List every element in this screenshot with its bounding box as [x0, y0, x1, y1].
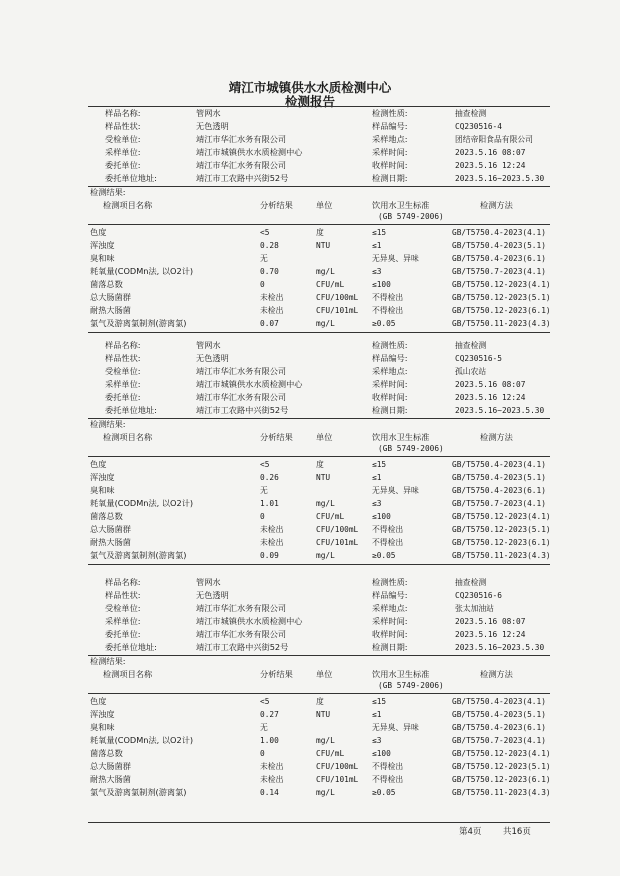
cell-standard: ≤1 [372, 710, 382, 720]
cell-result: 1.01 [260, 499, 279, 508]
cell-standard: ≤100 [372, 279, 391, 289]
cell-unit: NTU [316, 241, 331, 251]
table-row [0, 253, 620, 266]
sample-section [0, 339, 620, 571]
cell-unit: CFU/101mL [316, 774, 359, 784]
cell-method: GB/T5750.4-2023(4.1) [452, 697, 546, 707]
field-value: 2023.5.16~2023.5.30 [455, 642, 545, 652]
field-value: CQ230516-4 [455, 121, 502, 131]
cell-method: GB/T5750.4-2023(4.1) [452, 228, 546, 238]
field-value: 团结帝阳食品有限公司 [455, 134, 533, 144]
field-value: 靖江市工农路中兴街52号 [196, 404, 289, 415]
table-row [0, 240, 620, 253]
field-value: CQ230516-5 [455, 353, 502, 363]
field-value: 无色透明 [196, 352, 229, 363]
field-label: 采样时间: [372, 146, 408, 157]
report-title: 检测报告 [284, 94, 335, 109]
cell-item: 耐热大肠菌 [90, 536, 131, 547]
field-value: 2023.5.16 12:24 [455, 392, 526, 402]
table-row [0, 735, 620, 748]
cell-result: 0.27 [260, 710, 279, 720]
cell-unit: NTU [316, 710, 331, 720]
section-separator [88, 564, 550, 565]
cell-standard: 不得检出 [372, 305, 404, 315]
field-value: 2023.5.16 12:24 [455, 629, 526, 639]
field-label: 采样时间: [372, 615, 408, 626]
table-rule [88, 456, 550, 457]
table-row [0, 227, 620, 240]
field-label: 委托单位地址: [105, 172, 157, 183]
cell-method: GB/T5750.12-2023(5.1) [452, 524, 551, 534]
field-value: 无色透明 [196, 589, 229, 600]
col-header-standard-code: (GB 5749-2006) [378, 212, 444, 222]
cell-unit: CFU/mL [316, 511, 345, 521]
cell-method: GB/T5750.12-2023(5.1) [452, 761, 551, 771]
cell-result: <5 [260, 460, 270, 470]
table-row [0, 485, 620, 498]
cell-standard: ≤3 [372, 736, 382, 745]
field-label: 委托单位: [105, 159, 141, 170]
table-row [0, 761, 620, 774]
table-row [0, 696, 620, 709]
cell-method: GB/T5750.7-2023(4.1) [452, 736, 546, 745]
cell-unit: NTU [316, 473, 331, 483]
cell-item: 色度 [90, 227, 107, 238]
col-header-standard: 饮用水卫生标准 [372, 200, 430, 211]
table-row [0, 550, 620, 563]
table-row [0, 787, 620, 800]
field-label: 检测日期: [372, 641, 408, 652]
cell-result: 0.70 [260, 267, 279, 276]
col-header-standard: 饮用水卫生标准 [372, 669, 430, 680]
field-value: 靖江市华汇水务有限公司 [196, 365, 287, 376]
cell-method: GB/T5750.12-2023(4.1) [452, 511, 551, 521]
field-value: 靖江市工农路中兴街52号 [196, 641, 289, 652]
cell-item: 氯气及游离氯制剂(游离氯) [90, 549, 187, 560]
cell-item: 浑浊度 [90, 709, 115, 720]
field-value: 抽查检测 [455, 578, 487, 587]
table-row [0, 537, 620, 550]
field-value: 靖江市华汇水务有限公司 [196, 391, 287, 402]
field-label: 收样时间: [372, 628, 408, 639]
cell-standard: ≥0.05 [372, 550, 396, 560]
cell-unit: CFU/100mL [316, 761, 359, 771]
cell-standard: 无异臭、异味 [372, 723, 419, 733]
field-value: 2023.5.16 08:07 [455, 147, 526, 157]
field-label: 受检单位: [105, 602, 141, 613]
col-header-unit: 单位 [316, 432, 333, 443]
cell-unit: CFU/mL [316, 748, 345, 758]
cell-unit: 度 [316, 228, 324, 238]
table-rule [88, 224, 550, 225]
org-title: 靖江市城镇供水水质检测中心 [228, 80, 392, 95]
col-header-item: 检测项目名称 [103, 669, 153, 680]
field-value: 靖江市华汇水务有限公司 [196, 133, 287, 144]
col-header-unit: 单位 [316, 200, 333, 211]
cell-unit: 度 [316, 697, 324, 707]
table-row [0, 748, 620, 761]
cell-result: 未检出 [260, 305, 284, 315]
cell-standard: 不得检出 [372, 537, 404, 547]
cell-method: GB/T5750.12-2023(6.1) [452, 305, 551, 315]
table-row [0, 524, 620, 537]
section-rule [88, 418, 550, 419]
col-header-unit: 单位 [316, 669, 333, 680]
field-label: 采样地点: [372, 602, 408, 613]
field-label: 检测日期: [372, 404, 408, 415]
field-label: 采样单位: [105, 378, 141, 389]
cell-method: GB/T5750.12-2023(4.1) [452, 279, 551, 289]
cell-method: GB/T5750.4-2023(4.1) [452, 460, 546, 470]
field-label: 样品编号: [372, 120, 408, 131]
field-value: 2023.5.16 12:24 [455, 160, 526, 170]
field-value: 管网水 [196, 108, 221, 118]
table-row [0, 472, 620, 485]
cell-item: 耐热大肠菌 [90, 304, 131, 315]
cell-result: 未检出 [260, 761, 284, 771]
table-row [0, 511, 620, 524]
cell-unit: mg/L [316, 267, 335, 276]
cell-standard: ≤100 [372, 748, 391, 758]
sample-section [0, 576, 620, 816]
field-label: 收样时间: [372, 391, 408, 402]
field-label: 采样单位: [105, 146, 141, 157]
cell-result: 未检出 [260, 292, 284, 302]
cell-method: GB/T5750.4-2023(5.1) [452, 710, 546, 720]
field-value: 靖江市城镇供水水质检测中心 [196, 615, 303, 626]
cell-result: 0 [260, 279, 265, 289]
col-header-method: 检测方法 [480, 432, 513, 443]
col-header-result: 分析结果 [260, 669, 293, 680]
col-header-result: 分析结果 [260, 432, 293, 443]
cell-unit: 度 [316, 460, 324, 470]
table-row [0, 305, 620, 318]
cell-result: <5 [260, 697, 270, 707]
cell-unit: mg/L [316, 318, 335, 328]
field-value: CQ230516-6 [455, 590, 502, 600]
cell-standard: ≤100 [372, 511, 391, 521]
field-value: 靖江市华汇水务有限公司 [196, 628, 287, 639]
cell-standard: ≤15 [372, 697, 387, 707]
cell-result: 未检出 [260, 524, 284, 534]
cell-item: 浑浊度 [90, 472, 115, 483]
cell-unit: mg/L [316, 736, 335, 745]
field-label: 检测性质: [372, 577, 408, 587]
cell-item: 色度 [90, 459, 107, 470]
cell-standard: ≤1 [372, 473, 382, 483]
cell-unit: CFU/101mL [316, 537, 359, 547]
cell-item: 总大肠菌群 [90, 760, 131, 771]
col-header-standard-code: (GB 5749-2006) [378, 681, 444, 691]
cell-result: 无 [260, 254, 268, 264]
field-value: 2023.5.16~2023.5.30 [455, 173, 545, 183]
cell-item: 耗氧量(CODMn法, 以O2计) [90, 498, 194, 508]
col-header-method: 检测方法 [480, 200, 513, 211]
cell-item: 菌落总数 [90, 278, 123, 289]
table-row [0, 498, 620, 511]
cell-result: 0 [260, 511, 265, 521]
table-row [0, 318, 620, 331]
field-label: 收样时间: [372, 159, 408, 170]
cell-result: 无 [260, 486, 268, 496]
field-label: 样品性状: [105, 120, 141, 131]
field-value: 靖江市华汇水务有限公司 [196, 602, 287, 613]
cell-result: 无 [260, 723, 268, 733]
cell-method: GB/T5750.12-2023(5.1) [452, 292, 551, 302]
field-value: 孤山农站 [455, 366, 487, 376]
field-value: 2023.5.16 08:07 [455, 616, 526, 626]
field-label: 委托单位地址: [105, 404, 157, 415]
table-row [0, 292, 620, 305]
cell-standard: 不得检出 [372, 774, 404, 784]
field-value: 管网水 [196, 577, 221, 587]
results-title: 检测结果: [90, 187, 126, 198]
cell-result: 0.14 [260, 787, 279, 797]
cell-unit: mg/L [316, 787, 335, 797]
cell-result: 0 [260, 748, 265, 758]
cell-result: 1.00 [260, 736, 279, 745]
cell-standard: ≤3 [372, 499, 382, 508]
page-total: 共16页 [503, 827, 531, 837]
page-current: 第4页 [459, 827, 482, 837]
cell-method: GB/T5750.12-2023(6.1) [452, 537, 551, 547]
field-label: 检测日期: [372, 172, 408, 183]
field-value: 无色透明 [196, 120, 229, 131]
field-label: 受检单位: [105, 365, 141, 376]
cell-standard: ≥0.05 [372, 318, 396, 328]
field-label: 检测性质: [372, 108, 408, 118]
cell-item: 臭和味 [90, 485, 115, 496]
cell-item: 氯气及游离氯制剂(游离氯) [90, 786, 187, 797]
cell-item: 臭和味 [90, 253, 115, 264]
cell-result: 0.07 [260, 318, 279, 328]
cell-standard: ≤3 [372, 267, 382, 276]
field-label: 样品名称: [105, 340, 141, 350]
field-label: 委托单位地址: [105, 641, 157, 652]
cell-method: GB/T5750.11-2023(4.3) [452, 318, 551, 328]
field-label: 采样地点: [372, 133, 408, 144]
field-value: 靖江市华汇水务有限公司 [196, 159, 287, 170]
cell-item: 耐热大肠菌 [90, 773, 131, 784]
cell-standard: 无异臭、异味 [372, 486, 419, 496]
cell-standard: ≤15 [372, 460, 387, 470]
field-label: 受检单位: [105, 133, 141, 144]
cell-method: GB/T5750.12-2023(4.1) [452, 748, 551, 758]
cell-standard: 不得检出 [372, 292, 404, 302]
cell-method: GB/T5750.4-2023(5.1) [452, 473, 546, 483]
table-row [0, 459, 620, 472]
field-label: 样品性状: [105, 589, 141, 600]
cell-standard: ≤15 [372, 228, 387, 238]
cell-method: GB/T5750.11-2023(4.3) [452, 550, 551, 560]
table-row [0, 774, 620, 787]
results-title: 检测结果: [90, 656, 126, 667]
cell-method: GB/T5750.4-2023(5.1) [452, 241, 546, 251]
cell-item: 耗氧量(CODMn法, 以O2计) [90, 735, 194, 745]
cell-unit: CFU/101mL [316, 305, 359, 315]
field-label: 样品编号: [372, 589, 408, 600]
footer-rule [88, 822, 550, 823]
cell-unit: mg/L [316, 550, 335, 560]
section-separator [88, 332, 550, 333]
col-header-result: 分析结果 [260, 200, 293, 211]
cell-unit: CFU/100mL [316, 292, 359, 302]
field-value: 管网水 [196, 340, 221, 350]
cell-result: 未检出 [260, 774, 284, 784]
section-rule [88, 186, 550, 187]
cell-item: 氯气及游离氯制剂(游离氯) [90, 317, 187, 328]
cell-result: 0.09 [260, 550, 279, 560]
field-label: 样品名称: [105, 108, 141, 118]
cell-method: GB/T5750.4-2023(6.1) [452, 254, 546, 264]
cell-method: GB/T5750.4-2023(6.1) [452, 723, 546, 733]
cell-unit: mg/L [316, 499, 335, 508]
field-label: 委托单位: [105, 628, 141, 639]
table-rule [88, 693, 550, 694]
col-header-item: 检测项目名称 [103, 432, 153, 443]
cell-standard: 不得检出 [372, 524, 404, 534]
cell-item: 菌落总数 [90, 747, 123, 758]
cell-standard: 不得检出 [372, 761, 404, 771]
sample-section [0, 107, 620, 339]
field-label: 采样时间: [372, 378, 408, 389]
cell-item: 色度 [90, 696, 107, 707]
field-label: 样品编号: [372, 352, 408, 363]
field-label: 委托单位: [105, 391, 141, 402]
field-value: 2023.5.16 08:07 [455, 379, 526, 389]
cell-result: 0.26 [260, 473, 279, 483]
cell-standard: 无异臭、异味 [372, 254, 419, 264]
cell-result: 未检出 [260, 537, 284, 547]
cell-method: GB/T5750.4-2023(6.1) [452, 486, 546, 496]
cell-item: 臭和味 [90, 722, 115, 733]
cell-method: GB/T5750.7-2023(4.1) [452, 267, 546, 276]
cell-item: 耗氧量(CODMn法, 以O2计) [90, 266, 194, 276]
field-value: 靖江市工农路中兴街52号 [196, 172, 289, 183]
cell-item: 浑浊度 [90, 240, 115, 251]
field-value: 2023.5.16~2023.5.30 [455, 405, 545, 415]
table-row [0, 709, 620, 722]
cell-standard: ≥0.05 [372, 787, 396, 797]
section-rule [88, 655, 550, 656]
cell-method: GB/T5750.11-2023(4.3) [452, 787, 551, 797]
cell-item: 菌落总数 [90, 510, 123, 521]
table-row [0, 279, 620, 292]
cell-standard: ≤1 [372, 241, 382, 251]
cell-method: GB/T5750.12-2023(6.1) [452, 774, 551, 784]
col-header-standard-code: (GB 5749-2006) [378, 444, 444, 454]
cell-result: 0.28 [260, 241, 279, 251]
cell-item: 总大肠菌群 [90, 291, 131, 302]
field-label: 样品名称: [105, 577, 141, 587]
field-value: 抽查检测 [455, 341, 487, 350]
field-label: 检测性质: [372, 340, 408, 350]
field-value: 靖江市城镇供水水质检测中心 [196, 378, 303, 389]
col-header-item: 检测项目名称 [103, 200, 153, 211]
field-value: 靖江市城镇供水水质检测中心 [196, 146, 303, 157]
col-header-standard: 饮用水卫生标准 [372, 432, 430, 443]
col-header-method: 检测方法 [480, 669, 513, 680]
table-row [0, 722, 620, 735]
field-label: 采样单位: [105, 615, 141, 626]
cell-unit: CFU/100mL [316, 524, 359, 534]
cell-result: <5 [260, 228, 270, 238]
cell-method: GB/T5750.7-2023(4.1) [452, 499, 546, 508]
cell-unit: CFU/mL [316, 279, 345, 289]
results-title: 检测结果: [90, 419, 126, 430]
field-value: 张太加油站 [455, 603, 494, 613]
table-row [0, 266, 620, 279]
cell-item: 总大肠菌群 [90, 523, 131, 534]
field-label: 样品性状: [105, 352, 141, 363]
field-value: 抽查检测 [455, 109, 487, 118]
field-label: 采样地点: [372, 365, 408, 376]
